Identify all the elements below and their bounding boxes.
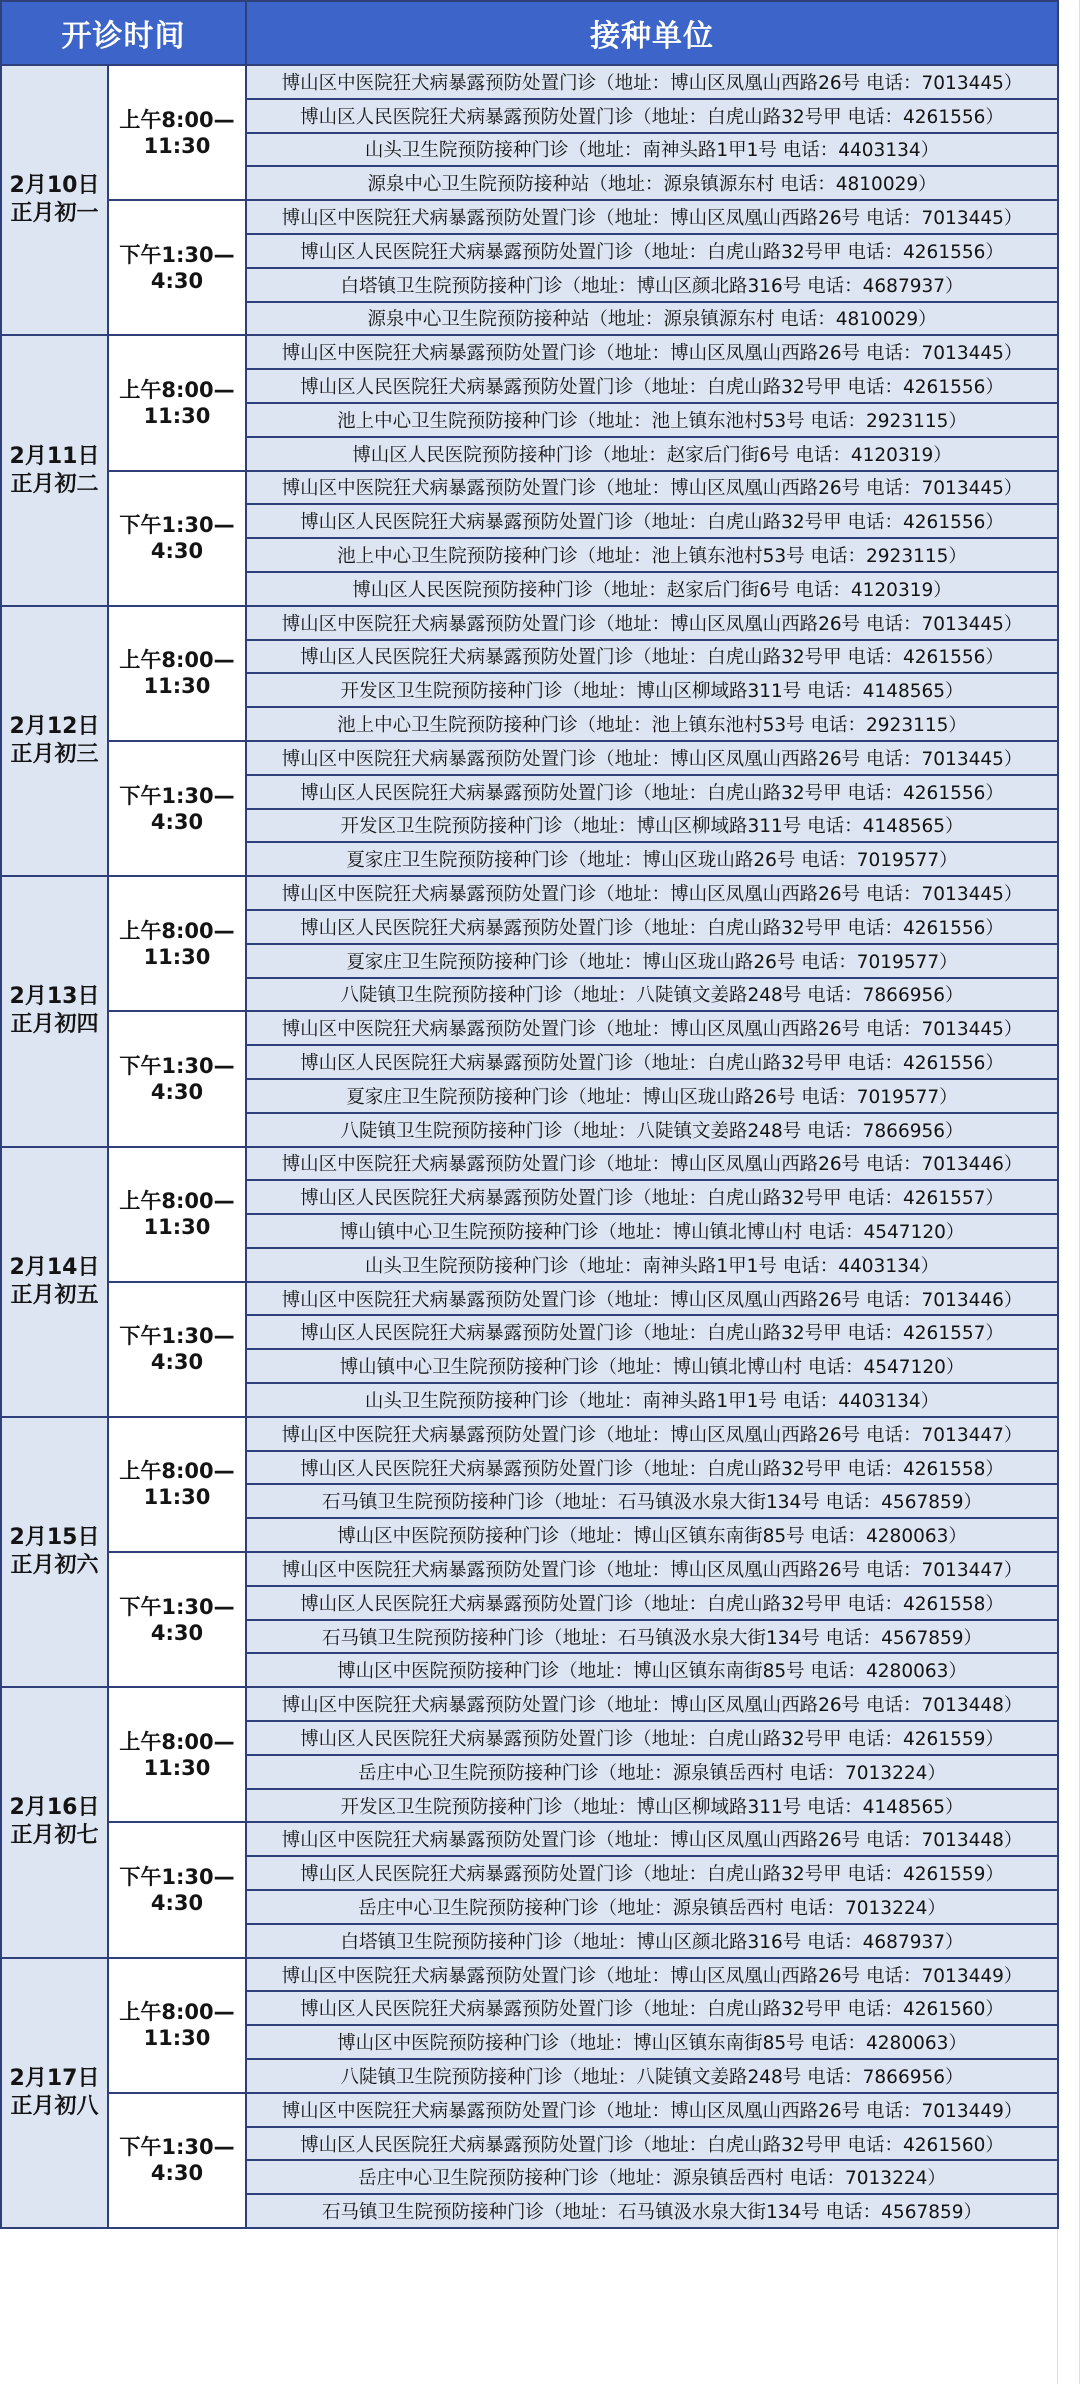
morning-time-cell xyxy=(108,1417,246,1552)
morning-time-cell xyxy=(108,1687,246,1822)
vaccination-unit-cell: 池上中心卫生院预防接种门诊（地址：池上镇东池村53号 电话：2923115） xyxy=(246,403,1058,437)
time-range-text: 下午1:30— xyxy=(119,1594,235,1619)
date-cell xyxy=(1,1958,108,2228)
vaccination-unit-cell: 博山区中医院狂犬病暴露预防处置门诊（地址：博山区凤凰山西路26号 电话：7013447） xyxy=(246,1552,1058,1586)
table-row xyxy=(1,1147,1058,1181)
table-row xyxy=(1,741,1058,775)
vaccination-unit-cell: 开发区卫生院预防接种门诊（地址：博山区柳域路311号 电话：4148565） xyxy=(246,809,1058,843)
vaccination-unit-cell: 博山区中医院狂犬病暴露预防处置门诊（地址：博山区凤凰山西路26号 电话：7013445） xyxy=(246,335,1058,369)
time-range-text: 下午1:30— xyxy=(119,2135,235,2160)
date-label: 2月12日 xyxy=(9,713,100,739)
vaccination-unit-cell: 博山镇中心卫生院预防接种门诊（地址：博山镇北博山村 电话：4547120） xyxy=(246,1349,1058,1383)
vaccination-unit-cell: 博山镇中心卫生院预防接种门诊（地址：博山镇北博山村 电话：4547120） xyxy=(246,1214,1058,1248)
vaccination-unit-cell: 博山区人民医院狂犬病暴露预防处置门诊（地址：白虎山路32号甲 电话：4261560） xyxy=(246,1991,1058,2025)
time-range-text: 11:30 xyxy=(143,1755,211,1780)
vaccination-unit-cell: 博山区人民医院狂犬病暴露预防处置门诊（地址：白虎山路32号甲 电话：4261556） xyxy=(246,504,1058,538)
vaccination-unit-cell: 博山区人民医院狂犬病暴露预防处置门诊（地址：白虎山路32号甲 电话：4261556） xyxy=(246,910,1058,944)
vaccination-unit-cell: 八陡镇卫生院预防接种门诊（地址：八陡镇文姜路248号 电话：7866956） xyxy=(246,978,1058,1012)
vaccination-unit-cell: 博山区中医院狂犬病暴露预防处置门诊（地址：博山区凤凰山西路26号 电话：7013445） xyxy=(246,606,1058,640)
vaccination-unit-cell: 博山区人民医院狂犬病暴露预防处置门诊（地址：白虎山路32号甲 电话：4261556） xyxy=(246,99,1058,133)
table-row xyxy=(1,471,1058,505)
morning-time-cell xyxy=(108,65,246,200)
time-range-text: 4:30 xyxy=(150,268,204,293)
table-row xyxy=(1,2093,1058,2127)
time-range-text: 下午1:30— xyxy=(119,783,235,808)
schedule-body xyxy=(1,65,1058,2228)
time-range-text: 下午1:30— xyxy=(119,1865,235,1890)
lunar-date-label: 正月初四 xyxy=(10,1012,99,1038)
date-label: 2月17日 xyxy=(9,2065,100,2091)
morning-time-cell xyxy=(108,335,246,470)
vaccination-unit-cell: 博山区中医院狂犬病暴露预防处置门诊（地址：博山区凤凰山西路26号 电话：7013448） xyxy=(246,1687,1058,1721)
date-cell xyxy=(1,1417,108,1687)
vaccination-unit-cell: 岳庄中心卫生院预防接种门诊（地址：源泉镇岳西村 电话：7013224） xyxy=(246,1890,1058,1924)
time-range-text: 上午8:00— xyxy=(119,1729,235,1754)
afternoon-time-cell xyxy=(108,1282,246,1417)
vaccination-unit-cell: 博山区中医院狂犬病暴露预防处置门诊（地址：博山区凤凰山西路26号 电话：7013445） xyxy=(246,741,1058,775)
header-row xyxy=(1,1,1058,65)
lunar-date-label: 正月初一 xyxy=(10,201,99,227)
afternoon-time-cell xyxy=(108,2093,246,2228)
vaccination-unit-cell: 博山区人民医院狂犬病暴露预防处置门诊（地址：白虎山路32号甲 电话：4261556） xyxy=(246,234,1058,268)
vaccination-unit-cell: 白塔镇卫生院预防接种门诊（地址：博山区颜北路316号 电话：4687937） xyxy=(246,1924,1058,1958)
vaccination-unit-cell: 博山区中医院狂犬病暴露预防处置门诊（地址：博山区凤凰山西路26号 电话：7013445） xyxy=(246,200,1058,234)
vaccination-unit-cell: 夏家庄卫生院预防接种门诊（地址：博山区珑山路26号 电话：7019577） xyxy=(246,842,1058,876)
vaccination-unit-cell: 博山区中医院狂犬病暴露预防处置门诊（地址：博山区凤凰山西路26号 电话：7013445） xyxy=(246,876,1058,910)
time-range-text: 4:30 xyxy=(150,809,204,834)
vaccination-unit-cell: 博山区人民医院狂犬病暴露预防处置门诊（地址：白虎山路32号甲 电话：4261557） xyxy=(246,1180,1058,1214)
vaccination-unit-cell: 博山区中医院预防接种门诊（地址：博山区镇东南街85号 电话：4280063） xyxy=(246,1653,1058,1687)
vaccination-unit-cell: 开发区卫生院预防接种门诊（地址：博山区柳域路311号 电话：4148565） xyxy=(246,1789,1058,1823)
vaccination-unit-cell: 博山区中医院狂犬病暴露预防处置门诊（地址：博山区凤凰山西路26号 电话：7013445） xyxy=(246,65,1058,99)
vaccination-unit-cell: 博山区人民医院预防接种门诊（地址：赵家后门街6号 电话：4120319） xyxy=(246,437,1058,471)
vaccination-unit-cell: 源泉中心卫生院预防接种站（地址：源泉镇源东村 电话：4810029） xyxy=(246,302,1058,336)
lunar-date-label: 正月初八 xyxy=(10,2093,99,2119)
table-row xyxy=(1,606,1058,640)
vaccination-unit-cell: 博山区中医院狂犬病暴露预防处置门诊（地址：博山区凤凰山西路26号 电话：7013448） xyxy=(246,1822,1058,1856)
vaccination-unit-cell: 博山区人民医院狂犬病暴露预防处置门诊（地址：白虎山路32号甲 电话：4261556） xyxy=(246,369,1058,403)
vaccination-unit-cell: 石马镇卫生院预防接种门诊（地址：石马镇汲水泉大街134号 电话：4567859） xyxy=(246,2194,1058,2228)
time-range-text: 4:30 xyxy=(150,539,204,564)
date-label: 2月11日 xyxy=(9,443,100,469)
time-range-text: 4:30 xyxy=(150,1350,204,1375)
vaccination-unit-cell: 博山区中医院预防接种门诊（地址：博山区镇东南街85号 电话：4280063） xyxy=(246,1518,1058,1552)
time-range-text: 4:30 xyxy=(150,2161,204,2186)
date-label: 2月13日 xyxy=(9,984,100,1010)
lunar-date-label: 正月初七 xyxy=(10,1823,99,1849)
afternoon-time-cell xyxy=(108,1822,246,1957)
date-cell xyxy=(1,876,108,1146)
vaccination-unit-cell: 博山区人民医院狂犬病暴露预防处置门诊（地址：白虎山路32号甲 电话：4261558） xyxy=(246,1586,1058,1620)
vaccination-unit-cell: 博山区中医院狂犬病暴露预防处置门诊（地址：博山区凤凰山西路26号 电话：7013446） xyxy=(246,1282,1058,1316)
table-row xyxy=(1,1958,1058,1992)
vaccination-unit-cell: 博山区人民医院狂犬病暴露预防处置门诊（地址：白虎山路32号甲 电话：4261559） xyxy=(246,1721,1058,1755)
afternoon-time-cell xyxy=(108,1011,246,1146)
date-label: 2月10日 xyxy=(9,173,100,199)
afternoon-time-cell xyxy=(108,200,246,335)
date-cell xyxy=(1,1687,108,1957)
table-row xyxy=(1,200,1058,234)
table-row xyxy=(1,1417,1058,1451)
time-range-text: 下午1:30— xyxy=(119,1053,235,1078)
vaccination-unit-cell: 池上中心卫生院预防接种门诊（地址：池上镇东池村53号 电话：2923115） xyxy=(246,707,1058,741)
morning-time-cell xyxy=(108,606,246,741)
vaccination-unit-cell: 博山区人民医院预防接种门诊（地址：赵家后门街6号 电话：4120319） xyxy=(246,572,1058,606)
time-range-text: 11:30 xyxy=(143,403,211,428)
vaccination-unit-cell: 博山区人民医院狂犬病暴露预防处置门诊（地址：白虎山路32号甲 电话：4261557） xyxy=(246,1315,1058,1349)
vaccination-unit-cell: 博山区人民医院狂犬病暴露预防处置门诊（地址：白虎山路32号甲 电话：4261556） xyxy=(246,640,1058,674)
time-range-text: 11:30 xyxy=(143,674,211,699)
table-row xyxy=(1,335,1058,369)
time-range-text: 下午1:30— xyxy=(119,242,235,267)
afternoon-time-cell xyxy=(108,741,246,876)
date-cell xyxy=(1,335,108,605)
time-range-text: 上午8:00— xyxy=(119,107,235,132)
vaccination-unit-cell: 石马镇卫生院预防接种门诊（地址：石马镇汲水泉大街134号 电话：4567859） xyxy=(246,1484,1058,1518)
time-range-text: 4:30 xyxy=(150,1620,204,1645)
vaccination-unit-cell: 博山区人民医院狂犬病暴露预防处置门诊（地址：白虎山路32号甲 电话：4261560） xyxy=(246,2127,1058,2161)
date-cell xyxy=(1,1147,108,1417)
afternoon-time-cell xyxy=(108,471,246,606)
time-range-text: 上午8:00— xyxy=(119,377,235,402)
vaccination-unit-cell: 博山区人民医院狂犬病暴露预防处置门诊（地址：白虎山路32号甲 电话：4261559） xyxy=(246,1856,1058,1890)
morning-time-cell xyxy=(108,876,246,1011)
lunar-date-label: 正月初五 xyxy=(10,1282,99,1308)
vaccination-unit-cell: 八陡镇卫生院预防接种门诊（地址：八陡镇文姜路248号 电话：7866956） xyxy=(246,1113,1058,1147)
table-row xyxy=(1,1687,1058,1721)
time-range-text: 下午1:30— xyxy=(119,1324,235,1349)
vaccination-unit-cell: 岳庄中心卫生院预防接种门诊（地址：源泉镇岳西村 电话：7013224） xyxy=(246,1755,1058,1789)
time-range-text: 4:30 xyxy=(150,1891,204,1916)
vaccination-unit-cell: 源泉中心卫生院预防接种站（地址：源泉镇源东村 电话：4810029） xyxy=(246,166,1058,200)
vaccination-unit-cell: 石马镇卫生院预防接种门诊（地址：石马镇汲水泉大街134号 电话：4567859） xyxy=(246,1620,1058,1654)
time-range-text: 11:30 xyxy=(143,2026,211,2051)
vaccination-unit-cell: 八陡镇卫生院预防接种门诊（地址：八陡镇文姜路248号 电话：7866956） xyxy=(246,2059,1058,2093)
header-opening-time: 开诊时间 xyxy=(1,1,246,65)
date-cell xyxy=(1,606,108,876)
vaccination-unit-cell: 夏家庄卫生院预防接种门诊（地址：博山区珑山路26号 电话：7019577） xyxy=(246,944,1058,978)
vaccination-unit-cell: 博山区中医院狂犬病暴露预防处置门诊（地址：博山区凤凰山西路26号 电话：7013446） xyxy=(246,1147,1058,1181)
time-range-text: 11:30 xyxy=(143,1485,211,1510)
date-label: 2月15日 xyxy=(9,1525,100,1551)
vaccination-unit-cell: 博山区中医院狂犬病暴露预防处置门诊（地址：博山区凤凰山西路26号 电话：7013447） xyxy=(246,1417,1058,1451)
lunar-date-label: 正月初三 xyxy=(10,741,99,767)
vaccination-unit-cell: 白塔镇卫生院预防接种门诊（地址：博山区颜北路316号 电话：4687937） xyxy=(246,268,1058,302)
date-label: 2月14日 xyxy=(9,1254,100,1280)
table-row xyxy=(1,876,1058,910)
vaccination-unit-cell: 岳庄中心卫生院预防接种门诊（地址：源泉镇岳西村 电话：7013224） xyxy=(246,2160,1058,2194)
vaccination-unit-cell: 博山区人民医院狂犬病暴露预防处置门诊（地址：白虎山路32号甲 电话：4261556） xyxy=(246,1045,1058,1079)
table-row xyxy=(1,1552,1058,1586)
vaccination-unit-cell: 山头卫生院预防接种门诊（地址：南神头路1甲1号 电话：4403134） xyxy=(246,133,1058,167)
morning-time-cell xyxy=(108,1958,246,2093)
vaccination-unit-cell: 博山区人民医院狂犬病暴露预防处置门诊（地址：白虎山路32号甲 电话：4261556） xyxy=(246,775,1058,809)
lunar-date-label: 正月初二 xyxy=(10,471,99,497)
time-range-text: 上午8:00— xyxy=(119,648,235,673)
vaccination-unit-cell: 山头卫生院预防接种门诊（地址：南神头路1甲1号 电话：4403134） xyxy=(246,1248,1058,1282)
time-range-text: 11:30 xyxy=(143,944,211,969)
date-label: 2月16日 xyxy=(9,1795,100,1821)
header-vaccination-unit: 接种单位 xyxy=(246,1,1058,65)
vaccination-unit-cell: 开发区卫生院预防接种门诊（地址：博山区柳域路311号 电话：4148565） xyxy=(246,673,1058,707)
vaccination-unit-cell: 池上中心卫生院预防接种门诊（地址：池上镇东池村53号 电话：2923115） xyxy=(246,538,1058,572)
table-row xyxy=(1,1822,1058,1856)
morning-time-cell xyxy=(108,1147,246,1282)
vaccination-unit-cell: 博山区中医院狂犬病暴露预防处置门诊（地址：博山区凤凰山西路26号 电话：7013445） xyxy=(246,1011,1058,1045)
lunar-date-label: 正月初六 xyxy=(10,1553,99,1579)
vaccination-unit-cell: 博山区人民医院狂犬病暴露预防处置门诊（地址：白虎山路32号甲 电话：4261558） xyxy=(246,1451,1058,1485)
table-row xyxy=(1,1011,1058,1045)
vaccination-unit-cell: 山头卫生院预防接种门诊（地址：南神头路1甲1号 电话：4403134） xyxy=(246,1383,1058,1417)
vaccination-unit-cell: 博山区中医院狂犬病暴露预防处置门诊（地址：博山区凤凰山西路26号 电话：7013449） xyxy=(246,2093,1058,2127)
vaccination-unit-cell: 夏家庄卫生院预防接种门诊（地址：博山区珑山路26号 电话：7019577） xyxy=(246,1079,1058,1113)
time-range-text: 上午8:00— xyxy=(119,1459,235,1484)
vaccination-unit-cell: 博山区中医院狂犬病暴露预防处置门诊（地址：博山区凤凰山西路26号 电话：7013445） xyxy=(246,471,1058,505)
table-row xyxy=(1,65,1058,99)
afternoon-time-cell xyxy=(108,1552,246,1687)
time-range-text: 下午1:30— xyxy=(119,513,235,538)
time-range-text: 上午8:00— xyxy=(119,2000,235,2025)
vaccination-unit-cell: 博山区中医院预防接种门诊（地址：博山区镇东南街85号 电话：4280063） xyxy=(246,2025,1058,2059)
time-range-text: 11:30 xyxy=(143,1215,211,1240)
date-cell xyxy=(1,65,108,335)
time-range-text: 4:30 xyxy=(150,1079,204,1104)
table-row xyxy=(1,1282,1058,1316)
vaccination-unit-cell: 博山区中医院狂犬病暴露预防处置门诊（地址：博山区凤凰山西路26号 电话：7013449） xyxy=(246,1958,1058,1992)
time-range-text: 上午8:00— xyxy=(119,918,235,943)
time-range-text: 11:30 xyxy=(143,133,211,158)
time-range-text: 上午8:00— xyxy=(119,1189,235,1214)
